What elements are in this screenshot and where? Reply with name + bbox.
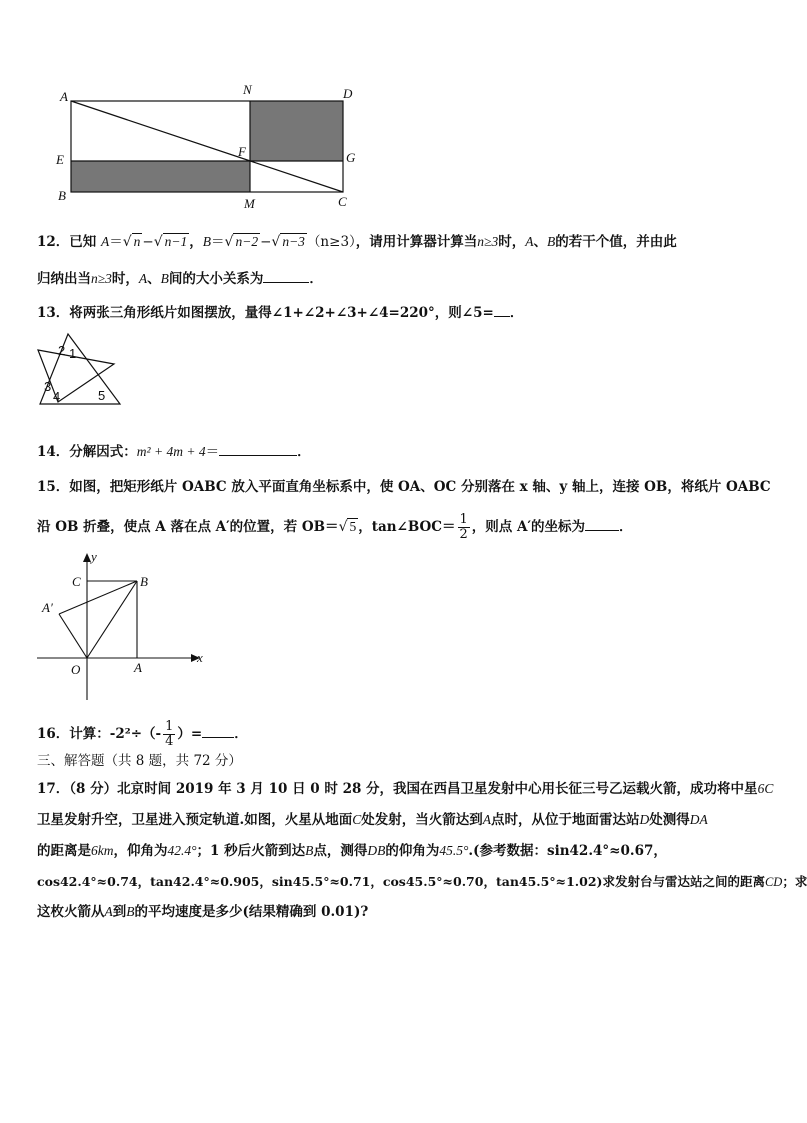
- label-F: F: [238, 144, 246, 159]
- q17-line1b: 6C: [757, 781, 774, 796]
- q15-fraction: [458, 513, 470, 542]
- section-heading: [37, 751, 242, 771]
- q17-line4: [37, 872, 807, 892]
- triangle-upright: [40, 334, 120, 404]
- q12-line2a: 归纳出当: [37, 271, 91, 287]
- q12-b-label-2: B: [546, 234, 556, 249]
- q16-end: ．: [234, 726, 248, 742]
- q12-line2b: 时，: [111, 271, 139, 287]
- q12-text4: 的若干个值，并由此: [555, 234, 677, 250]
- label-C: C: [72, 574, 81, 589]
- q12-text1: ，请用计算器计算当: [355, 234, 478, 250]
- label-M: M: [244, 196, 255, 211]
- q16-prefix: 16．计算：-2²÷（-: [37, 726, 162, 742]
- q15-line2a: 沿 OB 折叠，使点 A 落在点 A′的位置，若 OB＝: [37, 519, 339, 535]
- q12-line2c: 间的大小关系为: [168, 271, 264, 287]
- q12-cond3: n≥3: [91, 271, 112, 286]
- label-y: y: [91, 549, 97, 564]
- label-x: x: [197, 650, 203, 665]
- q12-eq2: ＝: [211, 234, 225, 250]
- q16-frac-den: 4: [165, 734, 174, 749]
- coordinate-figure: [34, 548, 209, 702]
- q17-line3a: 的距离是: [37, 843, 91, 859]
- q13-end: ．: [509, 305, 524, 321]
- q12-sep: 、: [147, 271, 161, 287]
- q17-line5c: 到: [112, 904, 127, 920]
- label-A: A: [134, 660, 142, 675]
- q12-prefix: 12．已知: [37, 234, 97, 250]
- q17-line2f: D: [639, 812, 650, 827]
- q17-line3f: B: [305, 843, 314, 858]
- q12-condition: （n≥3）: [306, 234, 356, 250]
- q17-line5e: 的平均速度是多少(结果精确到 0.01)?: [134, 904, 369, 920]
- angle-label-5: 5: [98, 388, 106, 403]
- q12-line2: [37, 268, 323, 289]
- label-N: N: [243, 82, 252, 97]
- q17-line2b: C: [352, 812, 362, 827]
- label-E: E: [56, 152, 64, 167]
- q15-line2c: ，则点 A′的坐标为: [471, 519, 586, 535]
- q12-a-label: A: [101, 234, 110, 249]
- label-G: G: [346, 150, 356, 165]
- shaded-rect-top-right: [250, 101, 343, 161]
- q15-line1: [37, 477, 771, 497]
- q12-sqrt-n-1: n−1: [164, 234, 188, 249]
- triangles-figure: [34, 328, 126, 408]
- q17-line1a: 17．（8 分）北京时间 2019 年 3 月 10 日 0 时 28 分，我国在西昌卫星发射中心用长征三号乙运载火箭，成功将中星: [37, 781, 758, 797]
- q17-line5: [37, 902, 368, 922]
- q16-answer-blank[interactable]: [202, 723, 234, 738]
- angle-label-1: 1: [69, 346, 77, 361]
- q12-eq1: ＝: [109, 234, 123, 250]
- q12-minus1: −: [142, 234, 154, 250]
- q15-line2b: ，tan∠BOC＝: [358, 519, 456, 535]
- q17-line2g: 处测得: [649, 812, 690, 828]
- q14-expression: m² + 4m + 4: [136, 444, 206, 459]
- q12-text3: 、: [533, 234, 547, 250]
- q12-a-label-3: A: [138, 271, 148, 286]
- q17-line5b: A: [104, 904, 113, 919]
- angle-label-3: 3: [44, 379, 52, 394]
- q12-line1: 12．已知 A＝√ n −√ n−1 ，B＝√ n−2 −√ n−3 （n≥3），请用计算器计算当n≥3时，A、B的若干个值，并由此: [37, 234, 677, 250]
- q14-prefix: 14．分解因式：: [37, 444, 137, 460]
- q17-line4c: ；求: [782, 874, 807, 889]
- q12-cond2: n≥3: [477, 234, 499, 249]
- q15-end: ．: [619, 519, 633, 535]
- shaded-rect-bottom-left: [71, 161, 250, 192]
- segment-oa-prime: [59, 614, 87, 658]
- q17-line5d: B: [126, 904, 135, 919]
- q12-comma: ，: [189, 234, 203, 250]
- q13-text: [37, 302, 523, 323]
- segment-a-prime-b: [59, 581, 137, 614]
- q12-answer-blank[interactable]: [263, 268, 309, 283]
- q14-text: [37, 441, 311, 462]
- q16-text: [37, 720, 248, 749]
- q17-line4b: CD: [764, 875, 783, 889]
- q12-b-label: B: [202, 234, 212, 249]
- q12-end: ．: [309, 271, 323, 287]
- label-D: D: [343, 86, 353, 101]
- q17-line3g: 点，测得: [313, 843, 368, 859]
- y-axis-arrow: [83, 553, 91, 562]
- q12-sqrt-n: n: [133, 234, 141, 249]
- q16-frac-num: 1: [165, 719, 174, 734]
- q13-answer-blank[interactable]: [494, 302, 510, 317]
- q15-frac-den: 2: [459, 527, 468, 542]
- q17-line3: [37, 841, 667, 861]
- q15-sqrt5: 5: [349, 519, 357, 534]
- q14-end: ．: [297, 444, 311, 460]
- q17-line1: [37, 779, 773, 799]
- q17-line2c: 处发射，当火箭达到: [361, 812, 483, 828]
- q12-sqrt-n-2: n−2: [235, 234, 259, 249]
- q15-line2: 沿 OB 折叠，使点 A 落在点 A′的位置，若 OB＝√ 5 ，tan∠BOC＝ $\frac{1}{2}$ ，则点 A′的坐标为 ．: [37, 512, 633, 542]
- q17-line3e: ；1 秒后火箭到达: [196, 843, 306, 859]
- q15-line1-text: 15．如图，把矩形纸片 OABC 放入平面直角坐标系中，使 OA、OC 分别落在 x 轴、y 轴上，连接 OB，将纸片 OABC: [37, 479, 771, 495]
- label-B: B: [58, 188, 66, 203]
- q12-sqrt-n-3: n−3: [282, 234, 305, 249]
- q17-line2: [37, 810, 708, 830]
- label-C: C: [338, 194, 347, 209]
- label-O: O: [71, 662, 81, 677]
- label-A-prime: A′: [42, 600, 53, 615]
- q17-line3h: DB: [367, 843, 386, 858]
- q16-suffix: ）=: [177, 726, 203, 742]
- label-A: A: [60, 89, 68, 104]
- q17-line4a: cos42.4°≈0.74，tan42.4°≈0.905，sin45.5°≈0.71，cos45.5°≈0.70，tan45.5°≈1.02)求发射台与雷达站之间的距离: [37, 874, 765, 889]
- segment-ob: [87, 581, 137, 658]
- q17-line2d: A: [482, 812, 491, 827]
- q12-b-label-3: B: [160, 271, 169, 286]
- q17-line3d: 42.4°: [167, 843, 197, 858]
- rectangle-figure: [50, 82, 370, 212]
- q17-line2a: 卫星发射升空，卫星进入预定轨道.如图，火星从地面: [37, 812, 353, 828]
- angle-label-4: 4: [53, 389, 61, 404]
- q17-line3c: ，仰角为: [113, 843, 168, 859]
- q12-a-label-2: A: [525, 234, 534, 249]
- q17-line3j: 45.5°: [439, 843, 469, 858]
- q17-line3i: 的仰角为: [385, 843, 440, 859]
- angle-label-2: 2: [58, 343, 66, 358]
- q14-answer-blank[interactable]: [219, 441, 297, 456]
- q16-fraction: [163, 720, 175, 749]
- q17-line2h: DA: [689, 812, 708, 827]
- q14-eq: ＝: [205, 444, 220, 460]
- q12-minus2: −: [260, 234, 272, 250]
- q17-line5a: 这枚火箭从: [37, 904, 105, 920]
- q17-line3b: 6km: [91, 843, 114, 858]
- q13-question: 13．将两张三角形纸片如图摆放，量得∠1+∠2+∠3+∠4=220°，则∠5=: [37, 305, 494, 321]
- q15-frac-num: 1: [459, 512, 468, 527]
- q17-line2e: 点时，从位于地面雷达站: [490, 812, 640, 828]
- label-B: B: [140, 574, 148, 589]
- q17-line3k: .(参考数据：sin42.4°≈0.67，: [468, 843, 667, 859]
- q15-answer-blank[interactable]: [585, 516, 619, 531]
- section3-title: 三、解答题（共 8 题，共 72 分）: [37, 753, 242, 769]
- q12-text2: 时，: [498, 234, 526, 250]
